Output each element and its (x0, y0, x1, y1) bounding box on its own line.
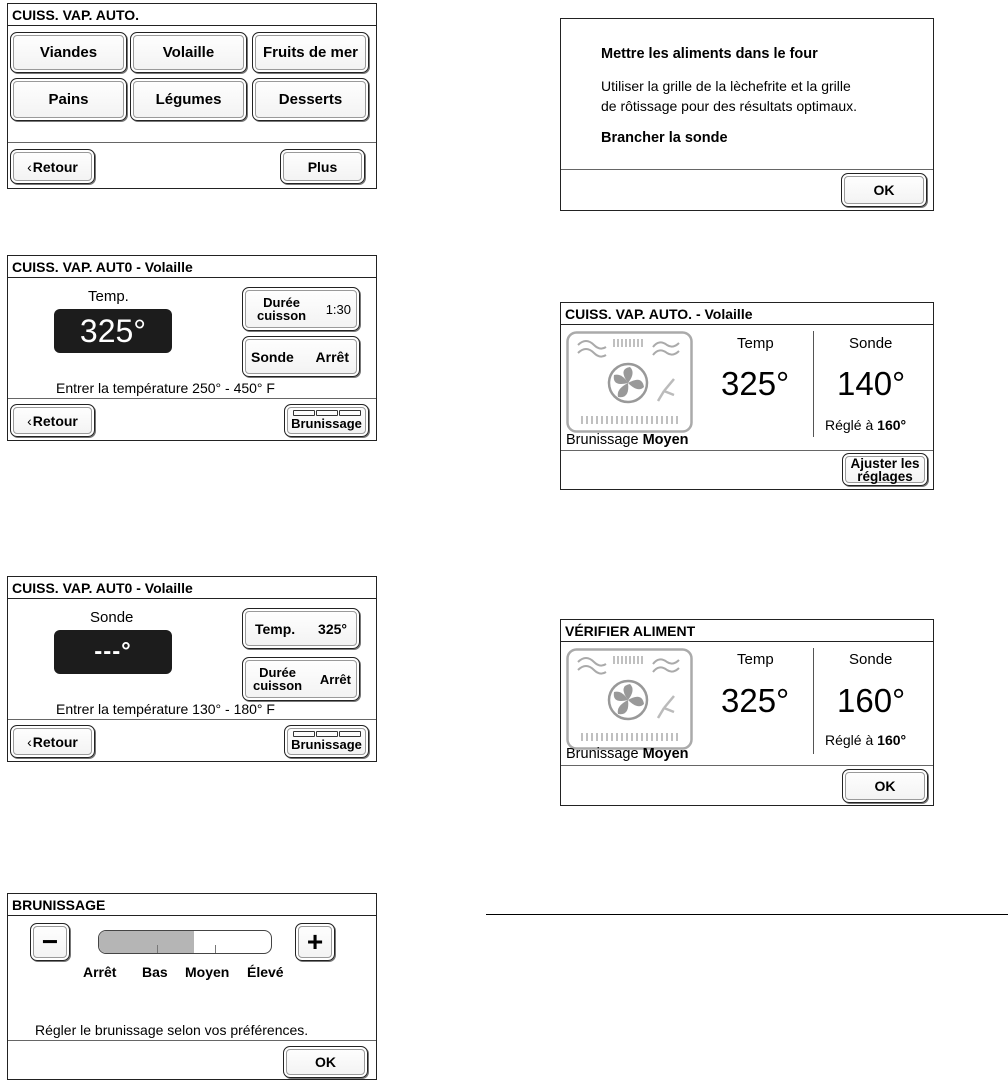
cook-time-label: Durée cuisson (253, 665, 303, 693)
vegetables-button[interactable]: Légumes (130, 78, 247, 121)
ok-button[interactable]: OK (842, 769, 928, 803)
probe-label: Sonde (849, 335, 893, 352)
browning-slider[interactable] (98, 930, 272, 954)
dialog-text-line1: Utiliser la grille de la lèchefrite et la grille (601, 78, 851, 94)
browning-panel (7, 893, 377, 1080)
panel-title: CUISS. VAP. AUT0 - Volaille (8, 577, 376, 599)
cook-time-value: Arrêt (319, 671, 351, 687)
level-low-label: Bas (142, 964, 168, 980)
back-label: Retour (32, 158, 78, 175)
cook-time-label: Durée cuisson (257, 295, 307, 323)
plus-icon: + (306, 926, 324, 957)
temp-label: Temp. (255, 620, 296, 637)
level-medium-label: Moyen (185, 964, 230, 980)
probe-button[interactable] (242, 336, 360, 377)
browning-label: Brunissage (291, 416, 362, 431)
browning-hint: Régler le brunissage selon vos préférences. (35, 1022, 309, 1038)
probe-value: ---° (94, 638, 132, 665)
browning-button[interactable] (284, 725, 369, 758)
panel-title: BRUNISSAGE (8, 894, 376, 916)
ok-button[interactable]: OK (841, 173, 927, 207)
browning-slider-fill (99, 931, 194, 953)
seafood-button[interactable]: Fruits de mer (252, 32, 369, 73)
column-divider (813, 648, 814, 754)
back-label: Retour (32, 733, 78, 750)
temp-label: Temp. (88, 288, 129, 305)
probe-display (54, 630, 172, 674)
divider (8, 1040, 376, 1041)
probe-value: Arrêt (315, 348, 349, 365)
back-button[interactable] (10, 404, 95, 437)
desserts-button[interactable]: Desserts (252, 78, 369, 121)
divider (8, 398, 376, 399)
meats-button[interactable]: Viandes (10, 32, 127, 73)
column-divider (813, 331, 814, 437)
auto-steam-menu-panel (7, 3, 377, 189)
temp-value: 325° (721, 365, 790, 402)
divider (8, 719, 376, 720)
slider-tick (157, 945, 158, 953)
temp-value: 325° (79, 312, 147, 349)
temp-button[interactable] (242, 608, 360, 649)
cook-time-button[interactable] (242, 657, 360, 701)
slider-tick (215, 945, 216, 953)
poultry-probe-panel (7, 576, 377, 762)
decrease-button[interactable] (30, 923, 70, 961)
probe-label: Sonde (251, 348, 294, 365)
browning-status: Brunissage Moyen (566, 432, 689, 448)
breads-button[interactable]: Pains (10, 78, 127, 121)
chevron-left-icon: ‹ (27, 158, 32, 175)
divider (561, 169, 933, 170)
convection-fan-icon (566, 331, 693, 433)
probe-label: Sonde (849, 651, 893, 668)
poultry-temp-panel (7, 255, 377, 441)
temp-label: Temp (737, 335, 774, 352)
page-divider (486, 914, 1008, 915)
probe-value: 140° (837, 365, 906, 402)
temp-display (54, 309, 172, 353)
cooking-status-panel (560, 302, 934, 490)
temp-value: 325° (318, 620, 347, 637)
poultry-button[interactable]: Volaille (130, 32, 247, 73)
panel-title: CUISS. VAP. AUTO. (8, 4, 376, 26)
dialog-probe-heading: Brancher la sonde (601, 130, 728, 146)
panel-title: CUISS. VAP. AUTO. - Volaille (561, 303, 933, 325)
dialog-heading: Mettre les aliments dans le four (601, 46, 818, 62)
increase-button[interactable] (295, 923, 335, 961)
temp-value: 325° (721, 682, 790, 719)
more-button[interactable]: Plus (280, 149, 365, 184)
ok-button[interactable]: OK (283, 1046, 368, 1078)
level-off-label: Arrêt (83, 964, 117, 980)
panel-title: VÉRIFIER ALIMENT (561, 620, 933, 642)
divider (8, 142, 376, 143)
cook-time-value: 1:30 (325, 301, 351, 317)
minus-icon: − (41, 926, 59, 957)
cook-time-button[interactable] (242, 287, 360, 331)
temp-label: Temp (737, 651, 774, 668)
browning-button[interactable] (284, 404, 369, 437)
check-food-panel (560, 619, 934, 806)
convection-fan-icon (566, 648, 693, 750)
chevron-left-icon: ‹ (27, 733, 32, 750)
level-high-label: Élevé (247, 964, 284, 980)
browning-label: Brunissage (291, 737, 362, 752)
panel-title: CUISS. VAP. AUT0 - Volaille (8, 256, 376, 278)
back-button[interactable] (10, 149, 95, 184)
probe-value: 160° (837, 682, 906, 719)
probe-set-point: Réglé à 160° (825, 417, 907, 433)
divider (561, 450, 933, 451)
browning-status: Brunissage Moyen (566, 746, 689, 762)
insert-food-dialog (560, 18, 934, 211)
temp-range-hint: Entrer la température 250° - 450° F (56, 380, 275, 396)
adjust-settings-button[interactable]: Ajuster les réglages (842, 453, 928, 486)
chevron-left-icon: ‹ (27, 412, 32, 429)
back-button[interactable] (10, 725, 95, 758)
probe-label: Sonde (90, 609, 134, 626)
dialog-text-line2: de rôtissage pour des résultats optimaux. (601, 98, 858, 114)
back-label: Retour (32, 412, 78, 429)
probe-set-point: Réglé à 160° (825, 732, 907, 748)
divider (561, 765, 933, 766)
probe-range-hint: Entrer la température 130° - 180° F (56, 701, 275, 717)
